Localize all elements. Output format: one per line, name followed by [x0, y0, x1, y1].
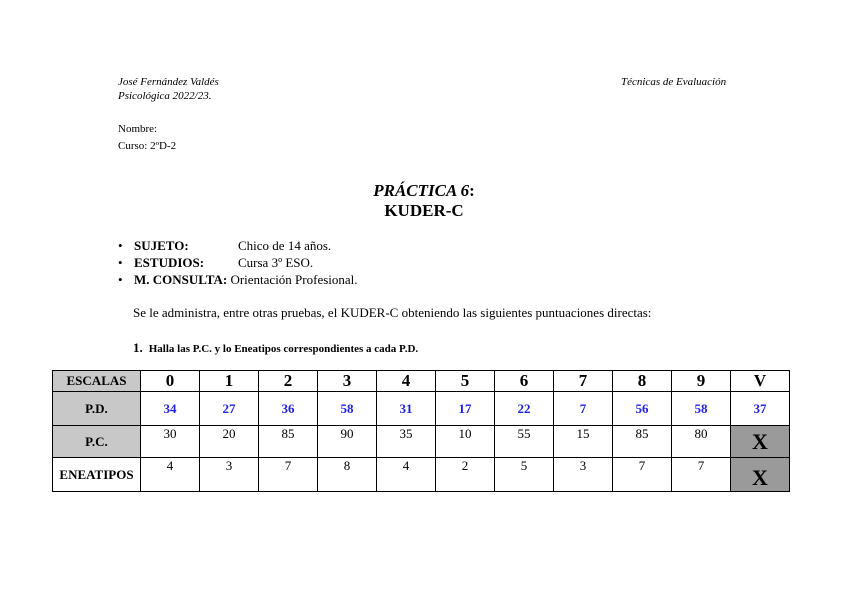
subject-info-list	[118, 237, 358, 288]
pc-cell: 85	[613, 426, 672, 458]
scale-header-cell: 5	[436, 371, 495, 392]
table-row	[53, 458, 790, 492]
pd-cell: 36	[259, 392, 318, 426]
list-item	[118, 237, 358, 254]
scale-header-cell: 9	[672, 371, 731, 392]
page-title	[0, 181, 848, 201]
pd-cell: 58	[672, 392, 731, 426]
table-row	[53, 371, 790, 392]
header-right: Técnicas de Evaluación	[621, 76, 727, 88]
pd-cell: 7	[554, 392, 613, 426]
subject-value: Chico de 14 años.	[238, 238, 332, 253]
course-field-label: Curso: 2ºD-2	[118, 140, 177, 152]
scale-header-cell: 3	[318, 371, 377, 392]
pd-cell: 27	[200, 392, 259, 426]
subject-key: SUJETO:	[134, 238, 189, 253]
pd-cell: 17	[436, 392, 495, 426]
eneatipo-cell: 8	[318, 458, 377, 492]
scale-header-cell: 6	[495, 371, 554, 392]
pd-cell: 58	[318, 392, 377, 426]
scale-header-cell: V	[731, 371, 790, 392]
header-author: José Fernández Valdés	[118, 76, 219, 88]
kuder-table	[52, 370, 790, 492]
eneatipo-cell: 7	[613, 458, 672, 492]
scale-header-cell: 0	[141, 371, 200, 392]
pc-cell: 20	[200, 426, 259, 458]
header-subtitle: Psicológica 2022/23.	[118, 90, 212, 102]
pc-cell: 15	[554, 426, 613, 458]
scale-header-cell: 8	[613, 371, 672, 392]
title-practice: PRÁCTICA 6	[373, 181, 470, 200]
table-row	[53, 392, 790, 426]
pc-cell: 80	[672, 426, 731, 458]
list-item	[118, 271, 358, 288]
pc-cell: 90	[318, 426, 377, 458]
pc-x-mark: X	[731, 426, 790, 458]
eneatipo-cell: 4	[377, 458, 436, 492]
pc-cell: 10	[436, 426, 495, 458]
pd-cell: 31	[377, 392, 436, 426]
studies-value: Cursa 3º ESO.	[238, 255, 314, 270]
title-colon: :	[469, 181, 475, 200]
consult-value: Orientación Profesional.	[230, 272, 358, 287]
eneatipo-cell: 3	[200, 458, 259, 492]
scale-header-cell: 1	[200, 371, 259, 392]
pd-cell: 34	[141, 392, 200, 426]
pd-label: P.D.	[53, 392, 141, 426]
pc-cell: 30	[141, 426, 200, 458]
table-row	[53, 426, 790, 458]
name-field-label: Nombre:	[118, 123, 158, 135]
pd-cell: 56	[613, 392, 672, 426]
pd-cell: 22	[495, 392, 554, 426]
list-item	[118, 254, 358, 271]
pd-cell: 37	[731, 392, 790, 426]
scale-header-cell: 2	[259, 371, 318, 392]
consult-key: M. CONSULTA:	[134, 272, 228, 287]
eneatipo-cell: 4	[141, 458, 200, 492]
escalas-label: ESCALAS	[53, 371, 141, 392]
scale-header-cell: 4	[377, 371, 436, 392]
page-subtitle: KUDER-C	[384, 201, 464, 220]
eneatipo-cell: 7	[672, 458, 731, 492]
pc-cell: 35	[377, 426, 436, 458]
scale-header-cell: 7	[554, 371, 613, 392]
pc-cell: 85	[259, 426, 318, 458]
question-text: Halla las P.C. y lo Eneatipos correspondientes a cada P.D.	[148, 343, 419, 355]
question	[133, 340, 418, 356]
pc-cell: 55	[495, 426, 554, 458]
eneatipo-x-mark: X	[731, 458, 790, 492]
eneatipo-cell: 3	[554, 458, 613, 492]
intro-text: Se le administra, entre otras pruebas, el KUDER-C obteniendo las siguientes puntuaciones directas:	[133, 305, 652, 320]
studies-key: ESTUDIOS:	[134, 255, 205, 270]
question-number: 1.	[133, 340, 143, 355]
eneatipo-cell: 2	[436, 458, 495, 492]
eneatipos-label: ENEATIPOS	[53, 458, 141, 492]
pc-label: P.C.	[53, 426, 141, 458]
eneatipo-cell: 5	[495, 458, 554, 492]
eneatipo-cell: 7	[259, 458, 318, 492]
